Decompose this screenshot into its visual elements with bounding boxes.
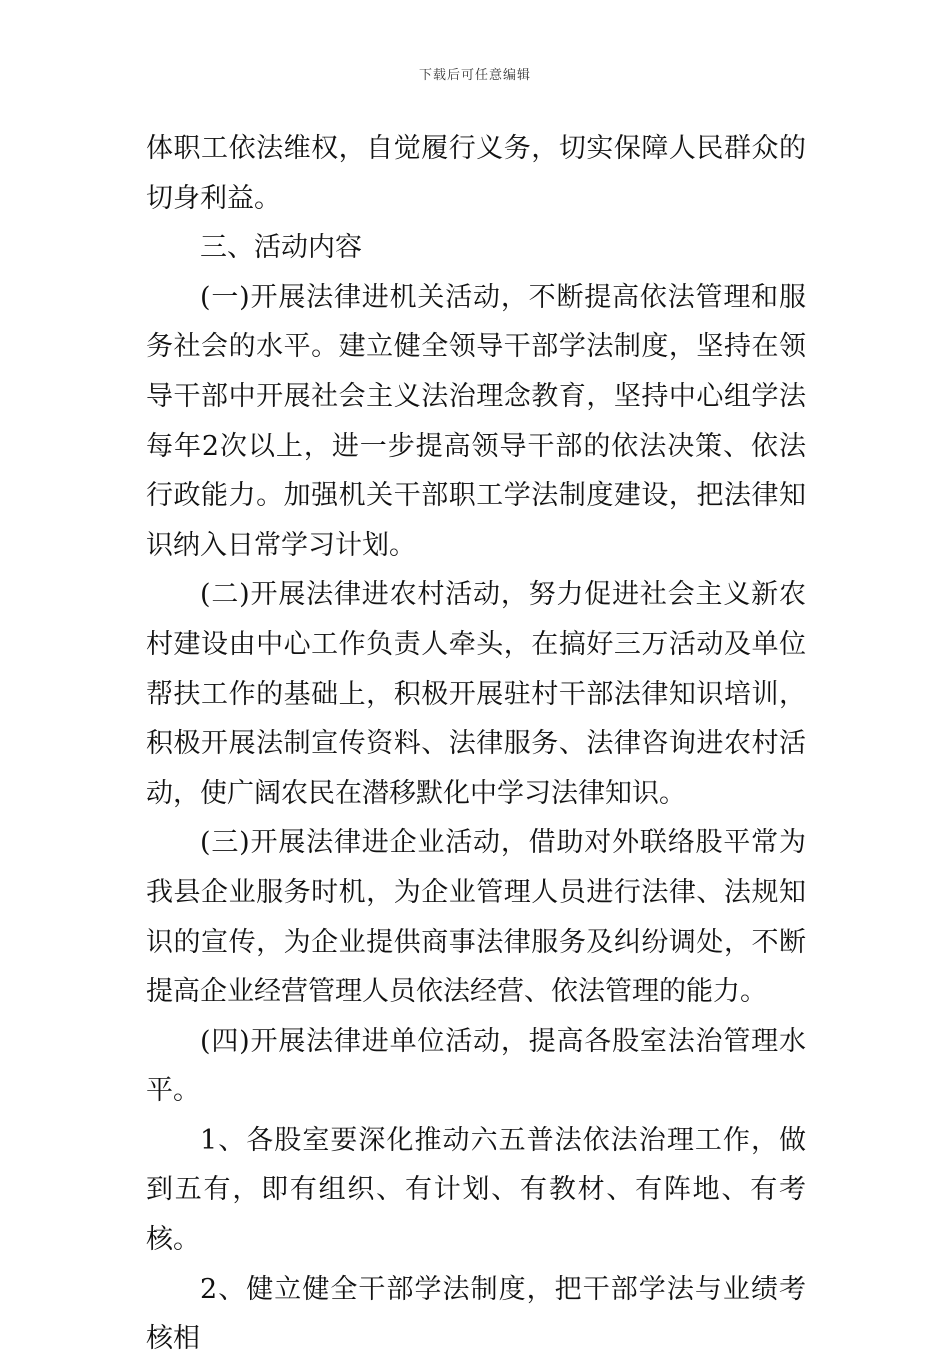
paragraph-continuation: 体职工依法维权，自觉履行义务，切实保障人民群众的切身利益。 bbox=[146, 133, 806, 214]
page-header-note: 下载后可任意编辑 bbox=[418, 68, 531, 83]
paragraph-subitem-2: 2、健立健全干部学法制度，把干部学法与业绩考核相 bbox=[146, 1273, 806, 1355]
paragraph-item-2-villages: (二)开展法律进农村活动，努力促进社会主义新农村建设由中心工作负责人牵头，在搞好三万活动及单位帮扶工作的基础上，积极开展驻村干部法律知识培训，积极开展法制宣传资料、法律服务、法律咨询进农村活动，使广阔农民在潜移默化中学习法律知识。 bbox=[146, 579, 806, 809]
paragraph-subitem-1: 1、各股室要深化推动六五普法依法治理工作，做到五有，即有组织、有计划、有教材、有阵地、有考核。 bbox=[146, 1124, 806, 1256]
section-heading-activity-content: 三、活动内容 bbox=[200, 232, 362, 264]
paragraph-item-1-agencies: (一)开展法律进机关活动，不断提高依法管理和服务社会的水平。建立健全领导干部学法制度，坚持在领导干部中开展社会主义法治理念教育，坚持中心组学法每年2次以上，进一步提高领导干部的依法决策、依法行政能力。加强机关干部职工学法制度建设，把法律知识纳入日常学习计划。 bbox=[146, 281, 806, 561]
document-body bbox=[146, 124, 806, 1364]
paragraph-item-4-units: (四)开展法律进单位活动，提高各股室法治管理水平。 bbox=[146, 1025, 806, 1107]
paragraph-item-3-enterprises: (三)开展法律进企业活动，借助对外联络股平常为我县企业服务时机，为企业管理人员进行法律、法规知识的宣传，为企业提供商事法律服务及纠纷调处，不断提高企业经营管理人员依法经营、依法管理的能力。 bbox=[146, 827, 806, 1008]
